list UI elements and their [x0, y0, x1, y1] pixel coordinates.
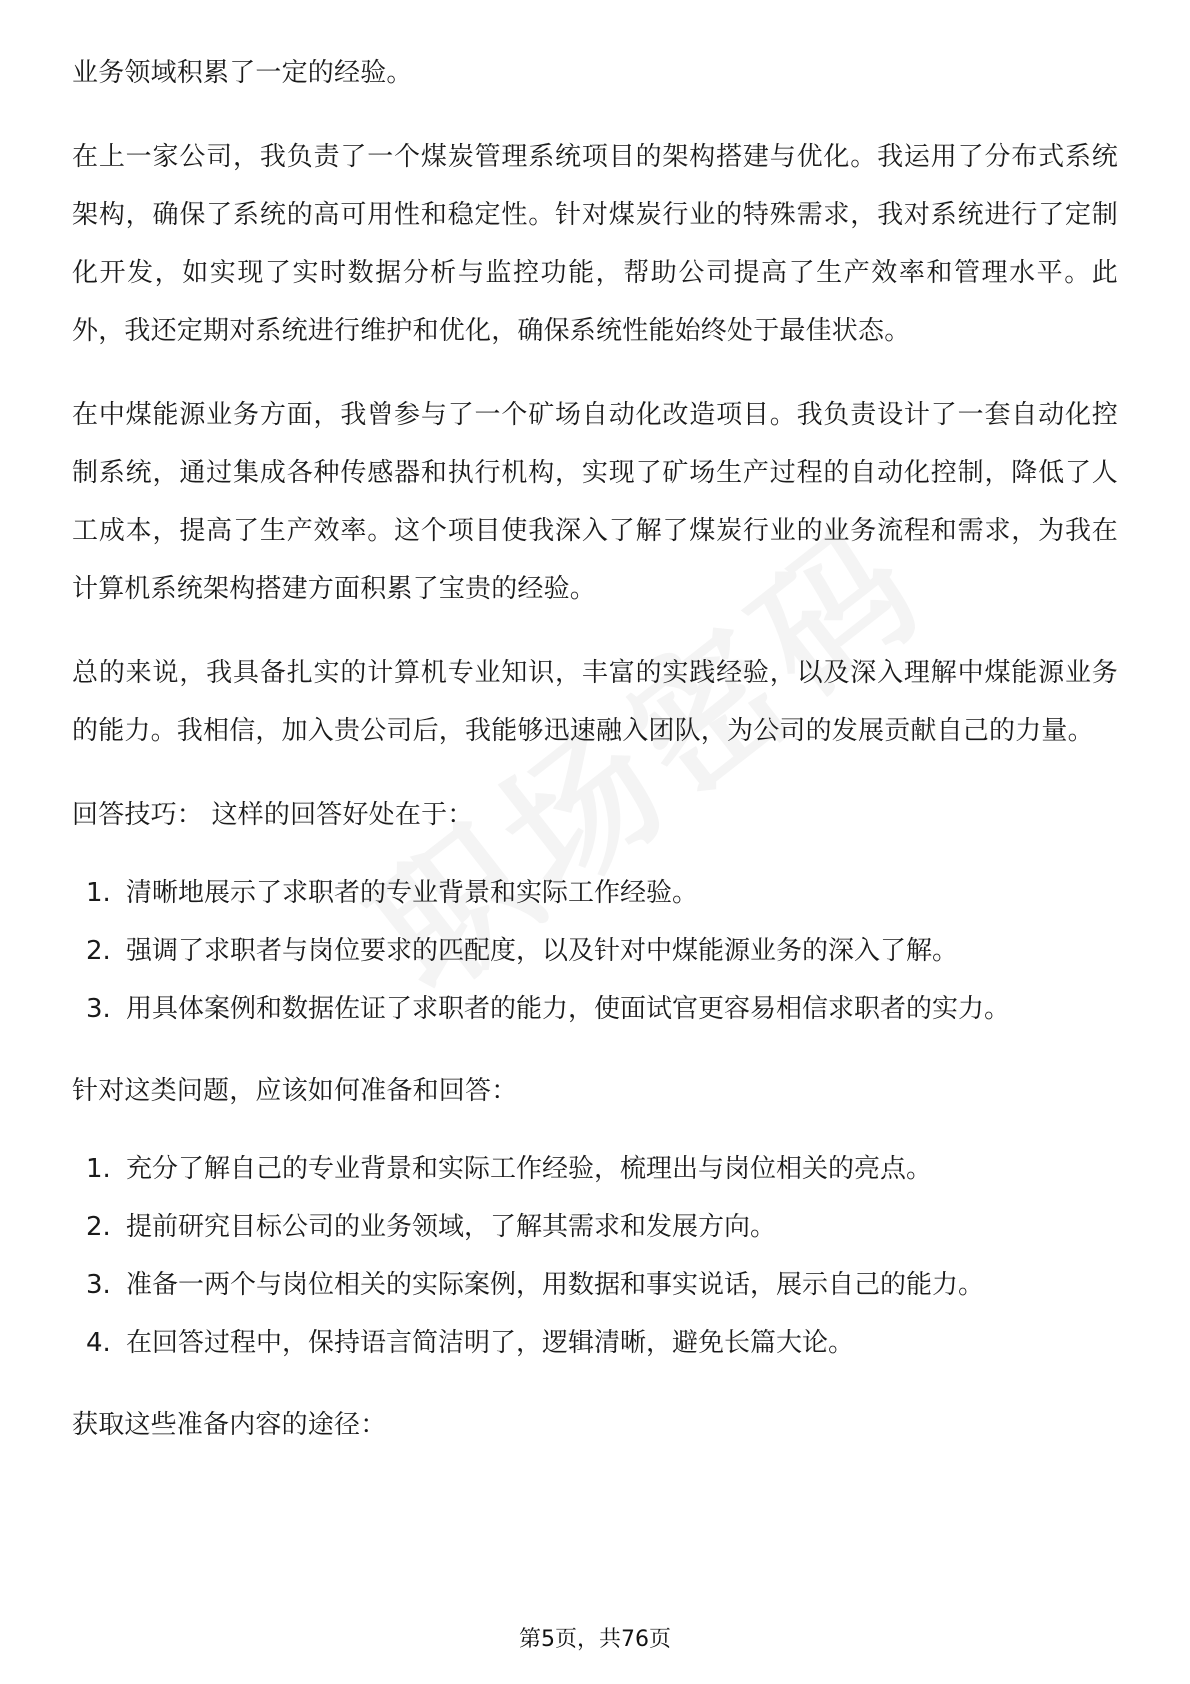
list-number: 1. — [86, 1154, 111, 1184]
list-number: 3. — [86, 1270, 111, 1300]
paragraph-coal-energy: 在中煤能源业务方面，我曾参与了一个矿场自动化改造项目。我负责设计了一套自动化控制系统，通过集成各种传感器和执行机构，实现了矿场生产过程的自动化控制，降低了人工成本，提高了生产效率。这个项目使我深入了解了煤炭行业的业务流程和需求，为我在计算机系统架构搭建方面积累了宝贵的经验。 — [72, 400, 1118, 604]
list-number: 4. — [86, 1328, 111, 1358]
list-item — [72, 980, 1118, 1038]
paragraph-previous-company: 在上一家公司，我负责了一个煤炭管理系统项目的架构搭建与优化。我运用了分布式系统架构，确保了系统的高可用性和稳定性。针对煤炭行业的特殊需求，我对系统进行了定制化开发，如实现了实时数据分析与监控功能，帮助公司提高了生产效率和管理水平。此外，我还定期对系统进行维护和优化，确保系统性能始终处于最佳状态。 — [72, 142, 1118, 346]
list-item — [72, 922, 1118, 980]
tips-heading: 回答技巧： 这样的回答好处在于： — [72, 800, 474, 830]
list-number: 3. — [86, 994, 111, 1024]
page-content — [72, 44, 1118, 1480]
list-text: 用具体案例和数据佐证了求职者的能力，使面试官更容易相信求职者的实力。 — [126, 994, 1011, 1024]
list-number: 2. — [86, 1212, 111, 1242]
list-text: 清晰地展示了求职者的专业背景和实际工作经验。 — [126, 878, 699, 908]
sources-heading: 获取这些准备内容的途径： — [72, 1410, 387, 1440]
prep-list — [72, 1140, 1118, 1372]
tips-list — [72, 864, 1118, 1038]
list-item — [72, 1198, 1118, 1256]
list-text: 强调了求职者与岗位要求的匹配度，以及针对中煤能源业务的深入了解。 — [126, 936, 959, 966]
list-text: 充分了解自己的专业背景和实际工作经验，梳理出与岗位相关的亮点。 — [126, 1154, 933, 1184]
list-item — [72, 1256, 1118, 1314]
list-text: 在回答过程中，保持语言简洁明了，逻辑清晰，避免长篇大论。 — [126, 1328, 855, 1358]
paragraph-summary: 总的来说，我具备扎实的计算机专业知识，丰富的实践经验，以及深入理解中煤能源业务的能力。我相信，加入贵公司后，我能够迅速融入团队，为公司的发展贡献自己的力量。 — [72, 658, 1118, 746]
list-item — [72, 1140, 1118, 1198]
list-number: 2. — [86, 936, 111, 966]
list-number: 1. — [86, 878, 111, 908]
list-text: 准备一两个与岗位相关的实际案例，用数据和事实说话，展示自己的能力。 — [126, 1270, 985, 1300]
prep-heading: 针对这类问题，应该如何准备和回答： — [72, 1076, 518, 1106]
list-item — [72, 1314, 1118, 1372]
paragraph-intro-tail: 业务领域积累了一定的经验。 — [72, 58, 413, 88]
page-number-footer: 第5页，共76页 — [519, 1627, 671, 1652]
list-item — [72, 864, 1118, 922]
list-text: 提前研究目标公司的业务领域，了解其需求和发展方向。 — [126, 1212, 777, 1242]
